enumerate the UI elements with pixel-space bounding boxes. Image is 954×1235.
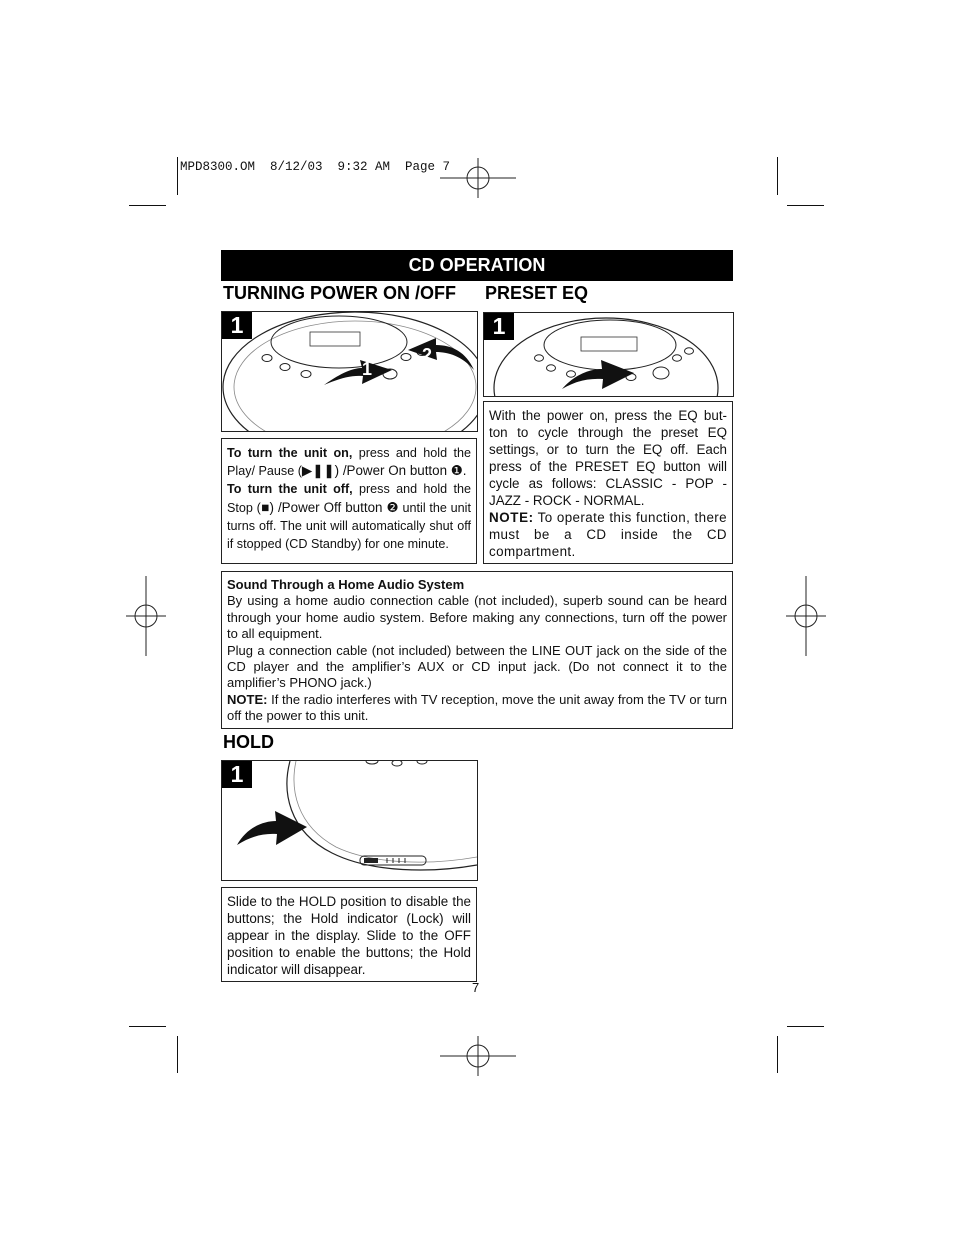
- off-label: To turn the unit off,: [227, 482, 353, 497]
- on-label: To turn the unit on,: [227, 446, 353, 460]
- hold-instructions: [221, 887, 477, 982]
- step-number-badge: 1: [222, 312, 252, 339]
- page-number: 7: [472, 980, 480, 995]
- step-number-badge: 1: [484, 313, 514, 340]
- crop-mark: [129, 1026, 166, 1027]
- sound-title: Sound Through a Home Audio System: [227, 577, 465, 592]
- registration-mark-icon: [126, 576, 166, 656]
- note-text: If the radio interferes with TV reception, move the unit away from the TV or turn off the power to this unit.: [227, 691, 727, 724]
- power-heading: TURNING POWER ON /OFF: [223, 283, 456, 303]
- callout-2: 2: [422, 345, 433, 365]
- off-text-3: until the unit turns off. The unit will automatically shut off if stopped (CD Standby) for one minute.: [227, 500, 471, 552]
- power-instructions: [221, 438, 477, 564]
- sound-para-1: By using a home audio connection cable (not included), superb sound can be heard through your home audio system. Before making any connections, turn off the power to all equipment.: [227, 593, 727, 642]
- note-label: NOTE:: [227, 691, 268, 707]
- print-header: MPD8300.OM 8/12/03 9:32 AM Page 7: [180, 160, 451, 174]
- power-figure: [221, 311, 478, 432]
- hold-switch-illustration: [222, 761, 477, 880]
- off-text: press and hold the Stop (: [227, 482, 471, 515]
- on-text: press and hold the Play/ Pause (: [227, 446, 471, 479]
- crop-mark: [177, 1036, 178, 1073]
- play-pause-icon: ▶❚❚: [301, 463, 335, 479]
- sound-para-2: Plug a connection cable (not included) between the LINE OUT jack on the side of the CD player and the amplifier’s AUX or CD input jack. (Do not connect it to the amplifier’s PHONO jack.): [227, 642, 727, 691]
- hold-heading: HOLD: [223, 732, 274, 752]
- preset-eq-figure: [483, 312, 734, 397]
- crop-mark: [777, 157, 778, 195]
- marker-2-icon: ❷: [386, 499, 399, 515]
- hold-figure: [221, 760, 478, 881]
- cd-player-illustration: [484, 313, 733, 396]
- hold-text: Slide to the HOLD position to disable the buttons; the Hold indicator (Lock) will appear in the display. Slide to the OFF position to enable the buttons; the Hold indicator will disappear.: [227, 894, 471, 977]
- crop-mark: [787, 205, 824, 206]
- on-end: .: [462, 463, 467, 479]
- marker-1-icon: ❶: [450, 463, 463, 479]
- sound-section: [221, 571, 733, 729]
- registration-mark-icon: [440, 1036, 516, 1076]
- cd-player-illustration: [222, 312, 477, 431]
- crop-mark: [787, 1026, 824, 1027]
- step-number-badge: 1: [222, 761, 252, 788]
- stop-icon: ■: [260, 499, 270, 515]
- on-text-2: ) /Power On button: [334, 463, 451, 479]
- section-banner: CD OPERATION: [221, 250, 733, 281]
- preset-eq-heading: PRESET EQ: [485, 283, 589, 303]
- registration-mark-icon: [440, 158, 516, 198]
- callout-1: 1: [362, 359, 373, 379]
- crop-mark: [777, 1036, 778, 1073]
- note-label: NOTE:: [489, 510, 534, 525]
- note-text: To operate this function, there must be a CD inside the CD compartment.: [489, 510, 727, 559]
- preset-eq-instructions: [483, 401, 733, 564]
- registration-mark-icon: [786, 576, 826, 656]
- preset-eq-text: With the power on, press the EQ but-ton to cycle through the preset EQ settings, or to turn the EQ off. Each press of the PRESET EQ button will cycle as follows: CLASSIC - POP - JAZZ - ROCK - NORMAL.: [489, 408, 727, 508]
- off-text-2: ) /Power Off button: [269, 499, 387, 515]
- crop-mark: [177, 157, 178, 195]
- crop-mark: [129, 205, 166, 206]
